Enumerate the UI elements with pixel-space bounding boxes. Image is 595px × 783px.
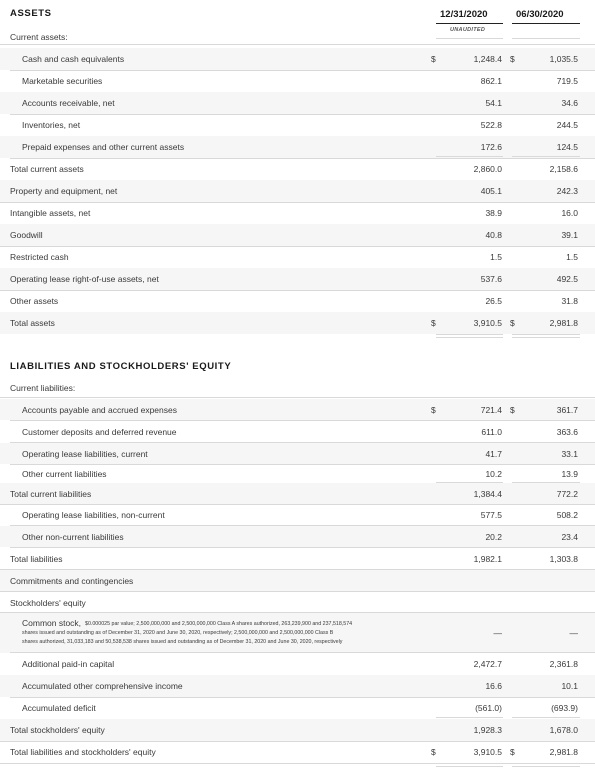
value-current: 1.5 [490, 252, 502, 262]
assets-row-label: Property and equipment, net [10, 186, 118, 196]
column-rule [512, 717, 580, 718]
liabilities-row-label: Total liabilities [10, 554, 63, 564]
column-rule [512, 334, 580, 335]
value-prior: 13.9 [561, 469, 578, 479]
value-prior: 33.1 [561, 449, 578, 459]
column-rule [512, 766, 580, 767]
column-rule [436, 482, 503, 483]
row-divider [10, 464, 595, 465]
assets-row-label: Prepaid expenses and other current assets [22, 142, 185, 152]
row-divider [10, 70, 595, 71]
equity-row-label: Total stockholders' equity [10, 725, 105, 735]
row-divider [0, 44, 595, 45]
value-current: 1,248.4 [473, 54, 502, 64]
value-prior: 363.6 [556, 427, 578, 437]
row-divider [10, 547, 595, 548]
column-rule [436, 547, 503, 548]
column-header-current: 12/31/2020 [440, 9, 488, 20]
value-current: 577.5 [480, 510, 502, 520]
value-prior: 492.5 [556, 274, 578, 284]
dollar-sign: $ [510, 54, 515, 64]
column-rule [512, 547, 580, 548]
value-prior: 39.1 [561, 230, 578, 240]
value-prior: 34.6 [561, 98, 578, 108]
value-current: 41.7 [485, 449, 502, 459]
column-rule [436, 156, 503, 157]
row-divider [0, 397, 595, 398]
value-current: 721.4 [480, 405, 502, 415]
liabilities-row-label: Customer deposits and deferred revenue [22, 427, 177, 437]
liabilities-title: LIABILITIES AND STOCKHOLDERS' EQUITY [10, 361, 232, 372]
value-current: 10.2 [485, 469, 502, 479]
value-current: 522.8 [480, 120, 502, 130]
value-prior: 16.0 [561, 208, 578, 218]
column-rule [512, 337, 580, 338]
assets-row-label: Intangible assets, net [10, 208, 91, 218]
value-prior: 1,678.0 [549, 725, 578, 735]
current-liabilities-label: Current liabilities: [10, 383, 76, 393]
assets-row-label: Restricted cash [10, 252, 69, 262]
row-divider [0, 763, 595, 764]
value-current: 2,472.7 [473, 659, 502, 669]
value-current: 1,982.1 [473, 554, 502, 564]
equity-row-label: Total liabilities and stockholders' equity [10, 747, 156, 757]
current-assets-label: Current assets: [10, 32, 68, 42]
value-prior: 719.5 [556, 76, 578, 86]
dollar-sign: $ [510, 318, 515, 328]
value-current: 38.9 [485, 208, 502, 218]
row-divider [0, 504, 595, 505]
row-divider [0, 202, 595, 203]
column-rule [436, 717, 503, 718]
dollar-sign: $ [431, 318, 436, 328]
value-prior: 772.2 [556, 489, 578, 499]
dollar-sign: $ [431, 405, 436, 415]
assets-row-label: Total current assets [10, 164, 84, 174]
value-prior: 508.2 [556, 510, 578, 520]
row-divider [0, 246, 595, 247]
assets-row-label: Operating lease right-of-use assets, net [10, 274, 159, 284]
liabilities-row-label: Other non-current liabilities [22, 532, 124, 542]
header-rule-thin [436, 38, 503, 39]
assets-row-label: Inventories, net [22, 120, 81, 130]
value-prior: 2,981.8 [549, 747, 578, 757]
header-rule-thin [512, 38, 580, 39]
value-current: 537.6 [480, 274, 502, 284]
dollar-sign: $ [510, 747, 515, 757]
row-divider [0, 591, 595, 592]
value-prior: 1,035.5 [549, 54, 578, 64]
column-rule [512, 482, 580, 483]
value-prior: 1,303.8 [549, 554, 578, 564]
assets-row-label: Marketable securities [22, 76, 103, 86]
value-current: 3,910.5 [473, 747, 502, 757]
value-prior: 2,158.6 [549, 164, 578, 174]
value-prior: 361.7 [556, 405, 578, 415]
row-divider [0, 741, 595, 742]
column-rule [436, 766, 503, 767]
value-current: 1,928.3 [473, 725, 502, 735]
common-stock-note: $0.000025 par value; 2,500,000,000 and 2,500,000,000 Class A shares authorized, 263,239,900 and 237,518,574 [85, 621, 353, 627]
value-current: 862.1 [480, 76, 502, 86]
value-prior: 23.4 [561, 532, 578, 542]
commitments-label: Commitments and contingencies [10, 576, 134, 586]
row-divider [10, 114, 595, 115]
value-prior: 242.3 [556, 186, 578, 196]
header-rule [436, 23, 503, 24]
unaudited-label: UNAUDITED [450, 27, 486, 33]
value-prior: — [569, 628, 578, 638]
equity-row-label: Accumulated other comprehensive income [22, 681, 183, 691]
value-prior: 1.5 [566, 252, 578, 262]
value-current: 2,860.0 [473, 164, 502, 174]
liabilities-row-label: Other current liabilities [22, 469, 107, 479]
value-prior: 124.5 [556, 142, 578, 152]
value-current: 3,910.5 [473, 318, 502, 328]
assets-row-label: Other assets [10, 296, 59, 306]
assets-title: ASSETS [10, 8, 52, 19]
common-stock-label: Common stock, [22, 618, 82, 628]
column-header-prior: 06/30/2020 [516, 9, 564, 20]
dollar-sign: $ [431, 54, 436, 64]
value-current: 40.8 [485, 230, 502, 240]
header-rule [512, 23, 580, 24]
liabilities-row-label: Operating lease liabilities, non-current [22, 510, 165, 520]
value-current: 1,384.4 [473, 489, 502, 499]
row-divider [0, 290, 595, 291]
value-current: (561.0) [475, 703, 502, 713]
assets-row-label: Cash and cash equivalents [22, 54, 125, 64]
liabilities-row-label: Operating lease liabilities, current [22, 449, 148, 459]
row-divider [10, 697, 595, 698]
value-current: 16.6 [485, 681, 502, 691]
liabilities-row-label: Total current liabilities [10, 489, 92, 499]
row-divider [10, 420, 595, 421]
value-current: 611.0 [481, 427, 502, 437]
common-stock-note: shares authorized, 31,033,183 and 50,538,538 shares issued and outstanding as of December 31, 2020 and June 30, 2020, respectively [22, 639, 343, 645]
value-prior: 2,361.8 [549, 659, 578, 669]
stockholders-equity-label: Stockholders' equity [10, 598, 86, 608]
common-stock-note: shares issued and outstanding as of December 31, 2020 and June 30, 2020, respectively; 2,500,000,000 and 2,500,000,000 Class B [22, 630, 334, 636]
value-current: 172.6 [480, 142, 502, 152]
assets-row-label: Accounts receivable, net [22, 98, 115, 108]
equity-row-label: Accumulated deficit [22, 703, 96, 713]
value-current: 26.5 [485, 296, 502, 306]
equity-row-label: Additional paid-in capital [22, 659, 115, 669]
assets-row-label: Goodwill [10, 230, 43, 240]
row-divider [10, 652, 595, 653]
value-prior: (693.9) [551, 703, 578, 713]
row-divider [10, 158, 595, 159]
column-rule [512, 763, 580, 764]
assets-row-label: Total assets [10, 318, 55, 328]
value-current: 54.1 [485, 98, 502, 108]
column-rule [512, 156, 580, 157]
column-rule [436, 763, 503, 764]
value-prior: 2,981.8 [549, 318, 578, 328]
column-rule [436, 334, 503, 335]
column-rule [436, 337, 503, 338]
value-prior: 10.1 [561, 681, 578, 691]
value-current: 20.2 [485, 532, 502, 542]
value-current: — [493, 628, 502, 638]
liabilities-row-label: Accounts payable and accrued expenses [22, 405, 177, 415]
dollar-sign: $ [431, 747, 436, 757]
value-current: 405.1 [480, 186, 502, 196]
dollar-sign: $ [510, 405, 515, 415]
value-prior: 31.8 [561, 296, 578, 306]
value-prior: 244.5 [556, 120, 578, 130]
